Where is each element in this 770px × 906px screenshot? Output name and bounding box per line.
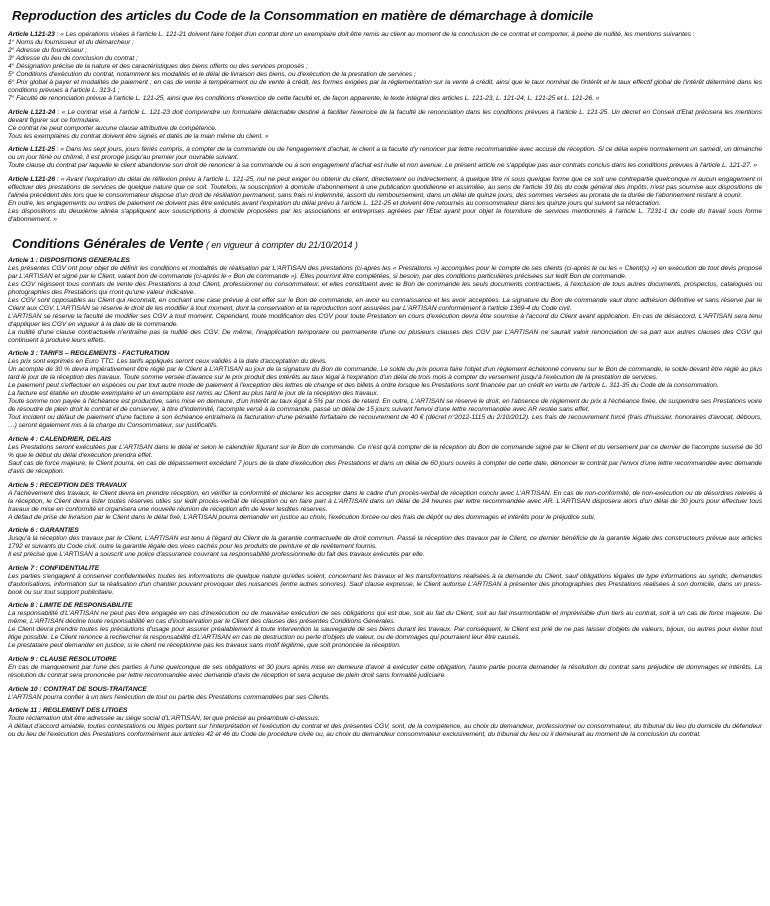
article-line: Les présentes CGV ont pour objet de définir les conditions et modalités de réalisation par L'ARTISAN des prestations (ci-après les « Prestations ») accomplies pour le compte de ses clients (ci-après le ou les « Client(s) ») en exécution de tout devis proposé par L'ARTISAN et signé par le Client, valant bon de commande (ci-après le « Bon de commande »). Elles pourront être complétées, si besoin, par des conditions particulières précisées sur ledit Bon de commande. [8, 264, 762, 280]
article-line: Il est précisé que L'ARTISAN a souscrit une police d'assurance couvrant sa responsabilité professionnelle du fait des travaux exécutés par elle. [8, 551, 425, 559]
section2-title [12, 236, 762, 251]
article-line: Toute somme non payée à l'échéance est productive, sans mise en demeure, d'un intérêt au taux égal à 5% par mois de retard. En outre, L'ARTISAN se réserve le droit, en l'absence de règlement du prix à l'échéance fixée, de suspendre ses Prestations voire de résoudre de plein droit le contrat et de conserver, à titre d'indemnité, l'acompte versé à la commande, passé un délai de 15 jours suivant l'envoi d'une lettre recommandée avec AR restée sans effet. [8, 398, 762, 414]
article-heading: Article 8 : LIMITE DE RESPONSABILITE [8, 602, 133, 610]
article-line: Le paiement peut s'effectuer en espèces ou par tout autre mode de paiement à l'exception des lettres de change et des billets à ordre lorsque les Prestations sont financée par un crédit en vertu de l'article L. 311-35 du Code de la consommation. [8, 382, 719, 390]
cgv-article-4 [8, 436, 762, 476]
article-line: Toute réclamation doit être adressée au siège social d'L'ARTISAN, tel que précisé au préambule ci-dessus. [8, 715, 320, 723]
article-heading: Article 4 : CALENDRIER, DELAIS [8, 435, 111, 443]
article-line: L'ARTISAN se réserve la faculté de modifier ses CGV à tout moment. Cependant, toute modification des CGV pour toute Prestation en cours d'exécution devra être soumise à l'accord du Client avant application. En cas de désaccord, L'ARTISAN sera tenu d'appliquer les CGV en vigueur à la date de la commande. [8, 312, 762, 328]
article-line: Le Client devra prendre toutes les précautions d'usage pour assurer préalablement à toute intervention la sauvegarde de ses biens durant les travaux. Par conséquent, le Client est prié de ne pas laisser d'objets de valeurs, bijoux, ou autres pour éviter tout litige possible. Le Client renonce à rechercher la responsabilité d'L'ARTISAN en cas de destruction ou perte d'objets de valeur, ou de dommages qui pourraient leur être causés. [8, 626, 762, 642]
article-line: A défaut d'accord amiable, toutes contestations ou litiges portant sur l'interprétation et l'exécution du contrat et des présentes CGV, sont, de la compétence, au choix du demandeur, professionnel ou consommateur, du tribunal du lieu du domicile du défendeur ou du lieu de l'exécution des Prestations conformément aux articles 42 et 46 du Code de procédure civile ou, au choix du demandeur consommateur exclusivement, du tribunal du lieu où il demeurait au moment de la conclusion du contrat. [8, 723, 762, 739]
article-heading: Article 10 : CONTRAT DE SOUS-TRAITANCE [8, 685, 147, 693]
article-text: : « Dans les sept jours, jours fériés compris, à compter de la commande ou de l'engagement d'achat, le client a la faculté d'y renoncer par lettre recommandée avec accusé de réception. Si ce délai expire normalement un samedi, un dimanche ou un jour férié ou chômé, il est prorogé jusqu'au premier jour ouvrable suivant. [8, 146, 762, 162]
article-line: Tous les exemplaires du contrat doivent être signés et datés de la main même du client. » [8, 132, 269, 140]
article-text: : « Le contrat visé à l'article L. 121-23 doit comprendre un formulaire détachable destiné à faciliter l'exercice de la faculté de renonciation dans les conditions prévues à l'article L. 121-25. Un décret en Conseil d'Etat précisera les mentions devant figurer sur ce formulaire. [8, 108, 762, 124]
section2-articles [8, 257, 762, 739]
article-line: A l'achèvement des travaux, le Client devra en prendre réception, en vérifier la conformité et déclarer les accepter dans le cadre d'un procès-verbal de réception conclu avec L'ARTISAN. En cas de non-conformité, de non-exécution ou de désordres relevés à la réception, le Client devra lister toutes réserves utiles sur ledit procès-verbal de réception ou en faire part à L'ARTISAN dans un délai de 24 heures par lettre recommandée avec AR. L'ARTISAN disposera alors d'un délai de 30 jours pour effectuer tous travaux de mise en conformité et organisera une nouvelle réunion de réception afin de lever lesdites réserves. [8, 489, 762, 513]
section2-subtitle: ( en vigueur à compter du 21/10/2014 ) [203, 239, 358, 250]
article-line: 6° Prix global à payer et modalités de paiement ; en cas de vente à tempérament ou de vente à crédit, les formes exigées par la réglementation sur la vente à crédit, ainsi que le taux nominal de l'intérêt et le taux effectif global de l'intérêt déterminé dans les conditions prévues à l'article L. 313-1 ; [8, 79, 762, 94]
cgv-article-8 [8, 602, 762, 650]
section1-articles [8, 31, 762, 224]
article-label: Article L121-23 [8, 31, 55, 38]
article-line: En outre, les engagements ou ordres de paiement ne doivent pas être exécutés avant l'expiration du délai prévu à l'article L. 121-25 et doivent être retournés au consommateur dans les quinze jours qui suivent sa rétractation. [8, 199, 661, 207]
article-line: A défaut de prise de livraison par le Client dans le délai fixé, L'ARTISAN pourra demander en justice au choix, l'exécution forcée ou des frais de dépôt ou des dommages et intérêts pour le préjudice subi. [8, 513, 596, 521]
cgv-article-5 [8, 482, 762, 522]
article-text: : « Avant l'expiration du délai de réflexion prévu à l'article L. 121-25, nul ne peut exiger ou obtenir du client, directement ou indirectement, à quelque titre ni sous quelque forme que ce soit une contrepartie quelconque ni aucun engagement ni effectuer des prestations de services de quelque nature que ce soit. Toutefois, la souscription à domicile d'abonnement à une publication quotidienne et assimilée, au sens de l'article 39 bis du code général des impôts, n'est pas soumise aux dispositions de l'alinéa précédent dès lors que le consommateur dispose d'un droit de résiliation permanent, sans frais ni indemnité, assorti du remboursement, dans un délai de quinze jours, des sommes versées au prorata de la durée de l'abonnement restant à courir. [8, 175, 762, 199]
article-l121-24 [8, 109, 762, 141]
section1-title: Reproduction des articles du Code de la Consommation en matière de démarchage à domicile [12, 8, 594, 23]
article-line: Jusqu'à la réception des travaux par le Client, L'ARTISAN est tenu à l'égard du Client de la garantie contractuelle de droit commun. Passé la réception des travaux par le Client, ce dernier bénéficie de la garantie légale des constructeurs prévue aux articles 1792 et suivants du Code civil, outre la garantie légale des vices cachés pour les produits de peinture et de revêtement fournis. [8, 535, 762, 551]
cgv-article-9 [8, 656, 762, 680]
article-line: Les prix sont exprimés en Euro TTC. Les tarifs appliqués seront ceux validés à la date d'acceptation du devis. [8, 358, 327, 366]
article-l121-25 [8, 146, 762, 170]
article-line: La facture est établie en double exemplaire et un exemplaire est remis au Client au plus tard le jour de la réception des travaux. [8, 390, 379, 398]
article-line: Le prestataire peut demander en justice, si le client ne réceptionne pas les travaux sans motif légitime, que soit prononcée la réception. [8, 642, 401, 650]
article-line: Ce contrat ne peut comporter aucune clause attributive de compétence. [8, 124, 217, 132]
article-line: La responsabilité d'L'ARTISAN ne peut pas être engagée en cas d'inexécution ou de mauvaise exécution de ses obligations qui est due, soit au fait du Client, soit au fait insurmontable et imprévisible d'un tiers au contrat, soit à un cas de force majeure. De même, L'ARTISAN décline toute responsabilité en cas d'inobservation par le Client des clauses des présentes Conditions Générales. [8, 610, 762, 626]
article-heading: Article 6 : GARANTIES [8, 527, 79, 535]
article-line: Les dispositions du deuxième alinéa s'appliquent aux souscriptions à domicile proposées par les associations et entreprises agréées par l'Etat ayant pour objet la fourniture de services mentionnés à l'article L. 7231-1 du code du travail sous forme d'abonnement. » [8, 207, 762, 223]
cgv-article-3 [8, 350, 762, 430]
article-label: Article L121-25 [8, 146, 55, 154]
article-line: La nullité d'une clause contractuelle n'entraîne pas la nullité des CGV. De même, l'inapplication temporaire ou permanente d'une ou plusieurs clauses des CGV par L'ARTISAN ne saurait valoir renonciation de sa part aux autres clauses des CGV qui continuent à produire leurs effets. [8, 328, 762, 344]
article-line: Les parties s'engagent à conserver confidentielles toutes les informations de quelque nature qu'elles soient, concernant les travaux et les transformations réalisées à la demande du Client, sauf obligations légales de type informations au syndic, demandes d'autorisations, information sur la réalisation d'un chantier pouvant provoquer des nuisances (entre autres sonores). Sauf clause expresse, le Client autorise L'ARTISAN à présenter des photographies des Prestations réalisées à son domicile, dans un press-book ou sur tout support publicitaire. [8, 572, 762, 596]
article-line: Un acompte de 30 % devra impérativement être réglé par le Client à L'ARTISAN au jour de la signature du Bon de commande. Le solde du prix pourra faire l'objet d'un règlement échelonné convenu sur le Bon de commande, le solde devant être réglé au plus tard le jour de la réception des travaux. Toute somme versée d'avance sur le prix produit des intérêts au taux légal à l'expiration d'un délai de trois mois à compter du versement jusqu'à l'exécution de la prestation de services. [8, 366, 762, 382]
article-line: Les CGV régissent tous contrats de vente des Prestations à tout Client, professionnel ou consommateur, et elles constituent avec le Bon de commande les seuls documents contractuels, à l'exclusion de tous autres documents, prospectus, catalogues ou photographies des Prestations qui n'ont qu'une valeur indicative. [8, 280, 762, 296]
article-text: : « Les opérations visées à l'article L. 121-21 doivent faire l'objet d'un contrat dont un exemplaire doit être remis au client au moment de la conclusion de ce contrat et comporter, à peine de nullité, les mentions suivantes : [54, 31, 695, 38]
article-line: Les CGV sont opposables au Client qui reconnaît, en cochant une case prévue à cet effet sur le Bon de commande, en avoir eu connaissance et les avoir acceptées. La signature du Bon de commande vaut donc adhésion définitive et sans réserve par le Client aux CGV. L'ARTISAN se réserve le droit de les modifier à tout moment, dont la conservation et la reproduction sont assurées par L'ARTISAN conformément à l'article 1369-4 du Code civil. [8, 296, 762, 312]
cgv-article-1 [8, 257, 762, 345]
article-line: 7° Faculté de renonciation prévue à l'article L. 121-25, ainsi que les conditions d'exercice de cette faculté et, de façon apparente, le texte intégral des articles L. 121-23, L. 121-24, L. 121-25 et L. 121-26. » [8, 95, 600, 102]
article-line: 4° Désignation précise de la nature et des caractéristiques des biens offerts ou des services proposés ; [8, 63, 308, 70]
article-heading: Article 7 : CONFIDENTIALITE [8, 564, 100, 572]
cgv-article-11 [8, 707, 762, 739]
cgv-article-6 [8, 527, 762, 559]
article-line: Sauf cas de force majeure, le Client pourra, en cas de dépassement excédant 7 jours de la date d'exécution des Prestations et dans un délai de 60 jours ouvrés à compter de cette date, dénoncer le contrat par l'envoi d'une lettre recommandée avec demande d'avis de réception. [8, 459, 762, 475]
article-line: Les Prestations seront exécutées par L'ARTISAN dans le délai et selon le calendrier figurant sur le Bon de commande. Ce n'est qu'à compter de la réception du Bon de commande signé par le Client et du versement par ce dernier de l'acompte susvisé de 30 % que le début du délai d'exécution prendra effet. [8, 443, 762, 459]
article-line: Tout incident ou défaut de paiement d'une facture à son échéance entraînera la facturation d'une pénalité forfaitaire de recouvrement de 40 € (décret n°2012-1115 du 2/10/2012). Les frais de recouvrement forcé (frais d'huissier, honoraires d'avocat, débours, …) seront également mis à la charge du Consommateur, sur justificatifs. [8, 414, 762, 430]
article-line: Toute clause du contrat par laquelle le client abandonne son droit de renoncer à sa commande ou à son engagement d'achat est nulle et non avenue. Le présent article ne s'applique pas aux contrats conclus dans les conditions prévues à l'article L. 121-27. » [8, 162, 758, 170]
section2-title-text: Conditions Générales de Vente [12, 235, 204, 251]
article-line: L'ARTISAN pourra confier à un tiers l'exécution de tout ou partie des Prestations commandées par ses Clients. [8, 693, 331, 701]
article-heading: Article 3 : TARIFS – REGLEMENTS - FACTURATION [8, 350, 170, 358]
article-heading: Article 9 : CLAUSE RESOLUTOIRE [8, 655, 117, 663]
article-l121-26 [8, 176, 762, 224]
article-heading: Article 5 : RECEPTION DES TRAVAUX [8, 481, 127, 489]
cgv-article-10 [8, 686, 762, 702]
article-line: 3° Adresse du lieu de conclusion du contrat ; [8, 55, 138, 62]
article-line: En cas de manquement par l'une des parties à l'une quelconque de ses obligations et 30 jours après mise en demeure d'avoir à exécuter cette obligation, l'autre partie pourra demander la résolution du contrat sans préjudice de dommages et intérêts. La résolution du contrat sera prononcée par lettre recommandée avec demande d'avis de réception et sera acquise de plein droit sans formalité judiciaire. [8, 663, 762, 679]
article-heading: Article 1 : DISPOSITIONS GENERALES [8, 256, 130, 264]
article-line: 5° Conditions d'exécution du contrat, notamment les modalités et le délai de livraison des biens, ou d'exécution de la prestation de services ; [8, 71, 416, 78]
article-label: Article L121-26 [8, 175, 55, 183]
cgv-article-7 [8, 565, 762, 597]
article-line: 1° Noms du fournisseur et du démarcheur ; [8, 39, 134, 46]
article-label: Article L121-24 [8, 108, 56, 116]
article-l121-23 [8, 31, 762, 103]
article-line: 2° Adresse du fournisseur ; [8, 47, 88, 54]
article-heading: Article 11 : REGLEMENT DES LITIGES [8, 707, 128, 715]
